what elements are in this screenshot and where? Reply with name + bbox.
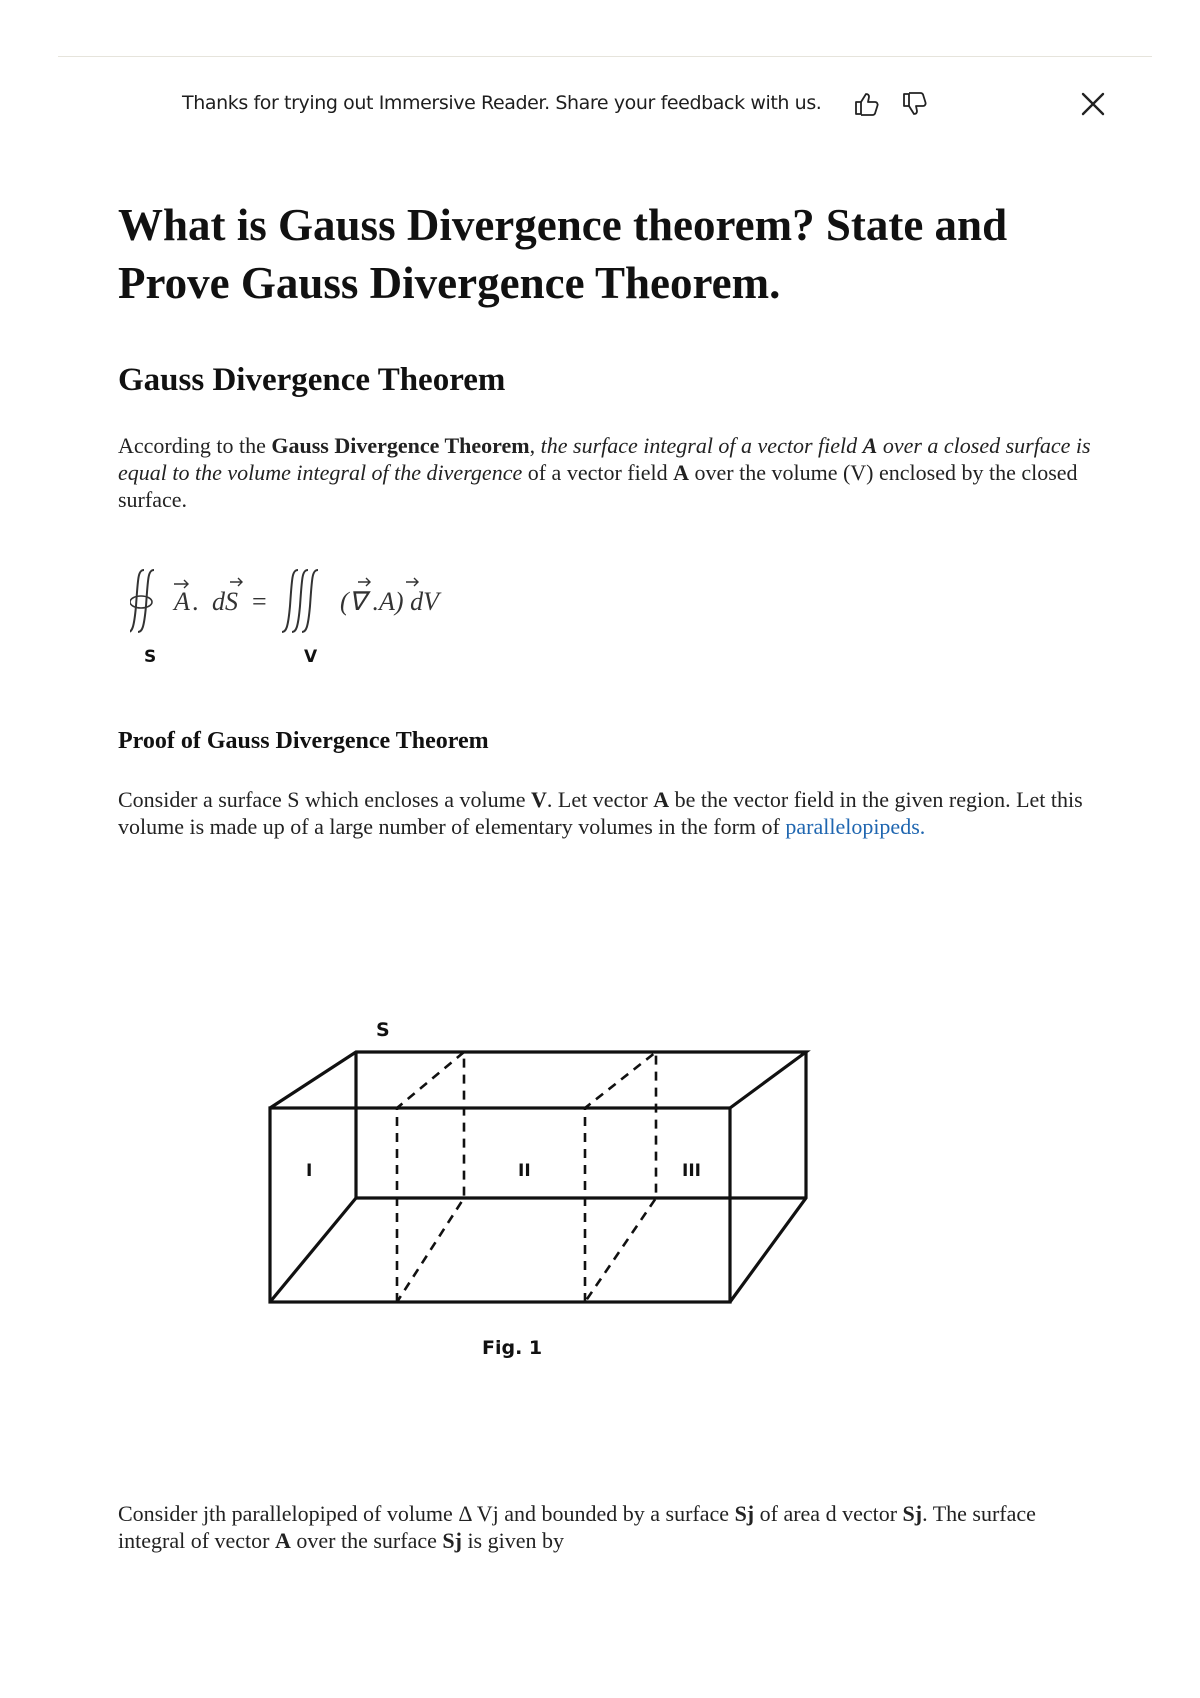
volume-integral-symbol (282, 570, 318, 632)
feedback-banner (0, 84, 1200, 124)
surface-sj: Sj (734, 1501, 755, 1526)
intro-text: According to the (118, 433, 272, 458)
intro-vector-a: A (862, 433, 878, 458)
parallelopiped-figure (250, 996, 830, 1366)
proof-paragraph-1 (118, 786, 1098, 840)
gauss-formula (130, 566, 490, 676)
proof-volume-v: V (531, 787, 547, 812)
figure-caption: Fig. 1 (482, 1337, 543, 1359)
formula-ds: dS (212, 587, 238, 616)
proof-text: Consider a surface S which encloses a volume (118, 787, 531, 812)
intro-bold-term: Gauss Divergence Theorem (271, 433, 530, 458)
parallelopipeds-link[interactable]: parallelopipeds (785, 814, 920, 839)
proof-heading: Proof of Gauss Divergence Theorem (118, 728, 489, 754)
formula-subscript-s: S (144, 647, 157, 667)
section-heading: Gauss Divergence Theorem (118, 362, 506, 398)
formula-equals: = (252, 587, 267, 616)
proof-text: . (919, 814, 926, 839)
intro-text: , (529, 433, 541, 458)
surface-sj: Sj (902, 1501, 923, 1526)
box-outline (270, 1052, 806, 1302)
closed-surface-integral-symbol (130, 570, 154, 632)
intro-vector-a: A (673, 460, 689, 485)
proof-text: over the surface (290, 1528, 443, 1553)
intro-text: over the volume (V) enclosed by the closed surface. (118, 460, 1078, 512)
intro-paragraph (118, 432, 1098, 513)
formula-subscript-v: V (304, 647, 318, 667)
label-surface-s: S (376, 1019, 390, 1041)
intro-text: of a vector field (522, 460, 674, 485)
proof-text: be the vector field in the given region. Let this volume is made up of a large number of elementary volumes in the form of (118, 787, 1083, 839)
formula-vector-a: A (174, 587, 190, 616)
thumbs-up-icon[interactable] (852, 89, 882, 119)
close-icon[interactable] (1078, 89, 1108, 119)
label-region-iii: III (682, 1161, 701, 1181)
surface-sj: Sj (442, 1528, 462, 1553)
thumbs-down-icon[interactable] (900, 89, 930, 119)
label-region-ii: II (518, 1161, 531, 1181)
intro-italic: the surface integral of a vector field (540, 433, 863, 458)
proof-vector-a: A (275, 1528, 291, 1553)
proof-text: is given by (461, 1528, 564, 1553)
formula-dot: . (192, 587, 199, 616)
article-title-block (118, 196, 1098, 312)
proof-paragraph-2 (118, 1500, 1098, 1554)
formula-rhs: (∇ .A) dV (340, 587, 439, 616)
proof-vector-a: A (653, 787, 670, 812)
top-divider (58, 56, 1152, 57)
proof-text: of area d vector (754, 1501, 903, 1526)
proof-text: . Let vector (546, 787, 654, 812)
intro-italic: over a closed surface is equal to the volume integral of the divergence (118, 433, 1091, 485)
proof-text: . The surface integral of vector (118, 1501, 1036, 1553)
feedback-message: Thanks for trying out Immersive Reader. Share your feedback with us. (182, 92, 822, 114)
label-region-i: I (306, 1161, 313, 1181)
proof-text: Consider jth parallelopiped of volume Δ Vj and bounded by a surface (118, 1501, 735, 1526)
article-title: What is Gauss Divergence theorem? State and Prove Gauss Divergence Theorem. (118, 200, 1008, 308)
